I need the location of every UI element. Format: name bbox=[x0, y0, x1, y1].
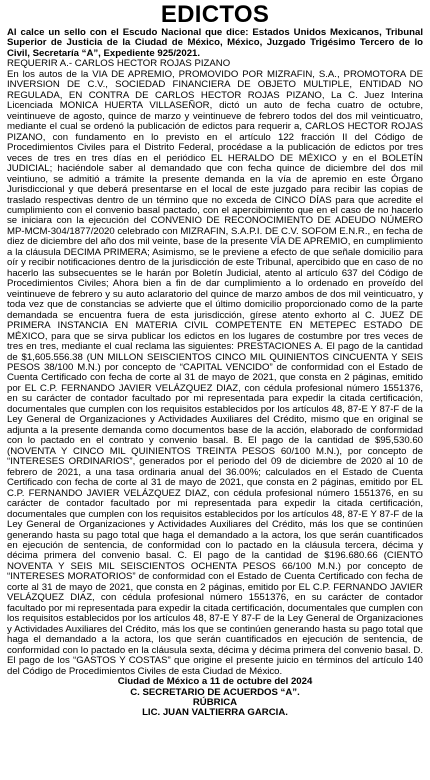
signature-block bbox=[7, 677, 423, 719]
signature-name: LIC. JUAN VALTIERRA GARCIA. bbox=[142, 707, 288, 719]
signature-rubrica: RÚBRICA bbox=[192, 697, 238, 708]
requirement-line: REQUERIR A.- CARLOS HECTOR ROJAS PIZANO bbox=[7, 58, 231, 70]
signature-secretary: C. SECRETARIO DE ACUERDOS “A”. bbox=[130, 686, 300, 698]
notice-body: En los autos de la VIA DE APREMIO, PROMOVIDO POR MIZRAFIN, S.A., PROMOTORA DE INVERSION DE C.V., SOCIEDAD FINANCIERA DE OBJETO MULTIPLE, ENTIDAD NO REGULADA, EN CONTRA DE CARLOS HECTOR ROJAS PIZANO, La C. Juez Interina Licenciada MONICA HUERTA VILLASEÑOR, dictó un auto de fecha cuatro de octubre, veintinueve de agosto, quince de marzo y veintinueve de febrero todos del dos mil veinticuatro, mediante el cual se ordenó la publicación de edictos para requerir a, CARLOS HECTOR ROJAS PIZANO, con fundamento en lo previsto en el artículo 122 fracción II del Código de Procedimientos Civiles para el Distrito Federal, procédase a la publicación de edictos por tres veces de tres en tres días en el periódico EL HERALDO DE MÉXICO y en el BOLETÍN JUDICIAL; haciéndole saber al demandado que con fecha quince de diciembre del dos mil veintiuno, se admitió a trámite la presente demanda en la vía de apremio en este Órgano Jurisdiccional y que deberá presentarse en el local de este juzgado para recibir las copias de traslado respectivas dentro de un término que no exceda de CINCO DÍAS para que acredite el cumplimiento con el convenio basal pactado, con el apercibimiento que en el caso de no hacerlo se iniciara con la ejecución del CONVENIO DE RECONOCIMIENTO DE ADEUDO NÚMERO MP-MCM-304/1877/2020 celebrado con MIZRAFIN, S.A.P.I. DE C.V. SOFOM E.N.R., en fecha de diez de diciembre del año dos mil veinte, base de la presente VÍA DE APREMIO, en cumplimiento a la cláusula DECIMA PRIMERA; Asimismo, se le previene a efecto de que señale domicilio para oír y recibir notificaciones dentro de la jurisdicción de este Tribunal, apercibido que en caso de no hacerlo las subsecuentes se le harán por Boletín Judicial, atento al artículo 637 del Código de Procedimientos Civiles; Ahora bien a fin de dar cumplimiento a lo ordenado en proveído del veintinueve de febrero y su auto aclaratorio del quince de marzo ambos de dos mil veinticuatro, y toda vez que de constancias se advierte que el último domicilio proporcionado como de la parte demandada se encuentra fuera de esta jurisdicción, gírese atento exhorto al C. JUEZ DE PRIMERA INSTANCIA EN MATERIA CIVIL COMPETENTE EN METEPEC ESTADO DE MÉXICO, para que se sirva publicar los edictos en los lugares de costumbre por tres veces de tres en tres, mediante el cual reclama las siguientes: PRESTACIONES A. El pago de la cantidad de $1,605.556.38 (UN MILLON SEISCIENTOS CINCO MIL QUINIENTOS CINCUENTA Y SEIS PESOS 38/100 M.N.) por concepto de “CAPITAL VENCIDO” de conformidad con el Estado de Cuenta Certificado con fecha de corte al 31 de mayo de 2021, que consta en 2 páginas, emitido por EL C.P. FERNANDO JAVIER VELÁZQUEZ DIAZ, con cédula profesional número 1551376, en su carácter de contador facultado por mi representada para expedir la citada certificación, documentales que cumplen con los requisitos establecidos por los artículos 48, 87-E Y 87-F de la Ley General de Organizaciones y Actividades Auxiliares del Crédito, mismo que en original se adjunta a la presente demanda como documentos base de la acción, elaborado de conformidad con lo pactado en el contrato y convenio basal. B. El pago de la cantidad de $95,530.60 (NOVENTA Y CINCO MIL QUINIENTOS TREINTA PESOS 60/100 M.N.), por concepto de “INTERESES ORDINARIOS”, generados por el periodo del 09 de diciembre de 2020 al 10 de febrero de 2021, a una tasa ordinaria anual del 36.00%; calculados en el Estado de Cuenta Certificado con fecha de corte al 31 de mayo de 2021, que consta en 2 páginas, emitido por EL C.P. FERNANDO JAVIER VELÁZQUEZ DIAZ, con cédula profesional número 1551376, en su carácter de contador facultado por mi representada para expedir la citada certificación, documentales que cumplen con los requisitos establecidos por los artículos 48, 87-E Y 87-F de la Ley General de Organizaciones y Actividades Auxiliares del Crédito, más los que se continúen generando hasta su pago total que haga el demandado a la actora, los que serán cuantificados en ejecución de sentencia, de conformidad con lo pactado en la cláusula tercera, décima y décima primera del convenio basal. C. El pago de la cantidad de $196.680.66 (CIENTO NOVENTA Y SEIS MIL SEISCIENTOS OCHENTA PESOS 66/100 M.N.) por concepto de “INTERESES MORATORIOS” de conformidad con el Estado de Cuenta Certificado con fecha de corte al 31 de mayo de 2021, que consta en 2 páginas, emitido por EL C.P. FERNANDO JAVIER VELÁZQUEZ DIAZ, con cédula profesional número 1551376, en su carácter de contador facultado por mi representada para expedir la citada certificación, documentales que cumplen con los requisitos establecidos por los artículos 48, 87-E Y 87-F de la Ley General de Organizaciones y Actividades Auxiliares del Crédito, más los que se continúen generando hasta su pago total que haga el demandado a la actora, los que serán cuantificados en ejecución de sentencia, de conformidad con lo pactado en la cláusula sexta, décima y décima primera del convenio basal. D. El pago de los “GASTOS Y COSTAS” que origine el presente juicio en términos del artículo 140 del Código de Procedimientos Civiles de esta Ciudad de México. bbox=[7, 68, 423, 677]
court-seal-header: Al calce un sello con el Escudo Nacional que dice: Estados Unidos Mexicanos, Tribunal Superior de Justicia de la Ciudad de México, México, Juzgado Trigésimo Tercero de lo Civil, Secretaría “A”, Expediente 925/2021. bbox=[7, 27, 423, 59]
signature-date: Ciudad de México a 11 de octubre del 2024 bbox=[117, 676, 313, 688]
notice-title: EDICTOS bbox=[160, 1, 270, 28]
